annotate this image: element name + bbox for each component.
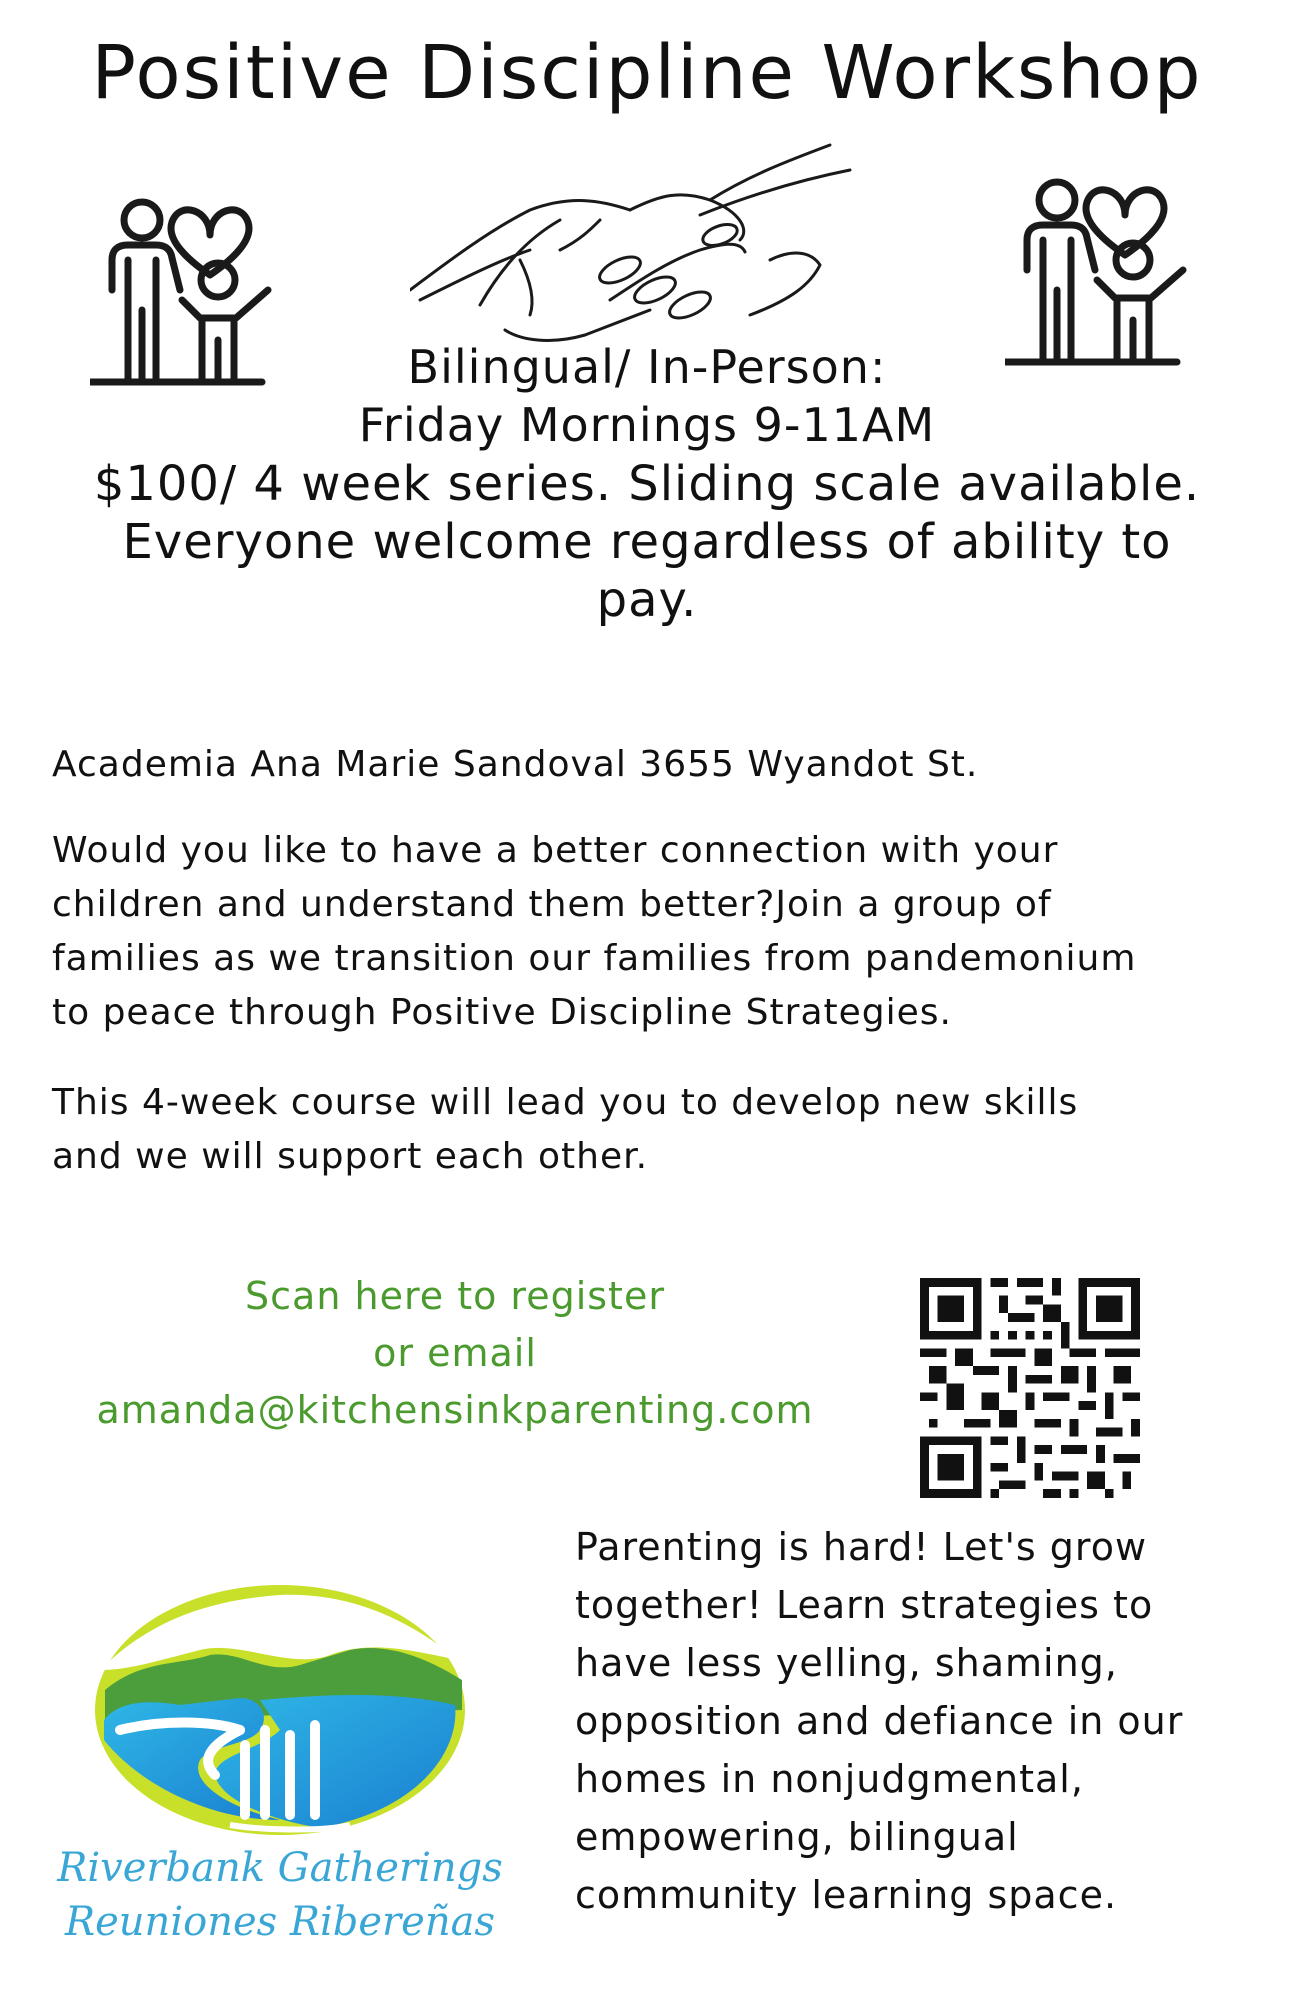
closing-line: opposition and defiance in our [575, 1699, 1184, 1743]
closing-line: homes in nonjudgmental, [575, 1757, 1084, 1801]
price-line: $100/ 4 week series. Sliding scale available. [93, 456, 1201, 512]
intro-line: to peace through Positive Discipline Strategies. [52, 992, 952, 1033]
register-line: Scan here to register [245, 1274, 665, 1318]
format-line: Bilingual/ In-Person: [407, 340, 887, 394]
closing-line: empowering, bilingual [575, 1815, 1019, 1859]
intro-line: families as we transition our families from pandemonium [52, 938, 1137, 979]
closing-line: have less yelling, shaming, [575, 1641, 1118, 1685]
logo-name-english: Riverbank Gatherings [57, 1845, 503, 1891]
qr-code[interactable] [920, 1278, 1140, 1498]
intro-line: children and understand them better?Join a group of [52, 884, 1052, 925]
welcome-line-end: pay. [596, 572, 698, 628]
intro-line: Would you like to have a better connection with your [52, 830, 1059, 871]
intro-paragraph [52, 824, 1252, 1040]
closing-line: community learning space. [575, 1873, 1118, 1917]
schedule-line: Friday Mornings 9-11AM [358, 398, 936, 452]
register-block [40, 1268, 870, 1439]
course-line: This 4-week course will lead you to develop new skills [52, 1082, 1079, 1123]
course-line: and we will support each other. [52, 1136, 649, 1177]
register-or-line: or email [373, 1331, 537, 1375]
riverbank-logo [90, 1580, 470, 1840]
logo-name-spanish: Reuniones Ribereñas [65, 1899, 495, 1945]
page-title: Positive Discipline Workshop [91, 30, 1203, 116]
welcome-line: Everyone welcome regardless of ability to [122, 514, 1172, 570]
closing-line: Parenting is hard! Let's grow [575, 1525, 1148, 1569]
closing-paragraph [575, 1518, 1275, 1924]
address: Academia Ana Marie Sandoval 3655 Wyandot St. [52, 744, 979, 785]
holding-hands-illustration [410, 140, 880, 370]
closing-line: together! Learn strategies to [575, 1583, 1154, 1627]
course-paragraph [52, 1076, 1252, 1184]
register-email-link[interactable]: amanda@kitchensinkparenting.com [96, 1388, 814, 1432]
